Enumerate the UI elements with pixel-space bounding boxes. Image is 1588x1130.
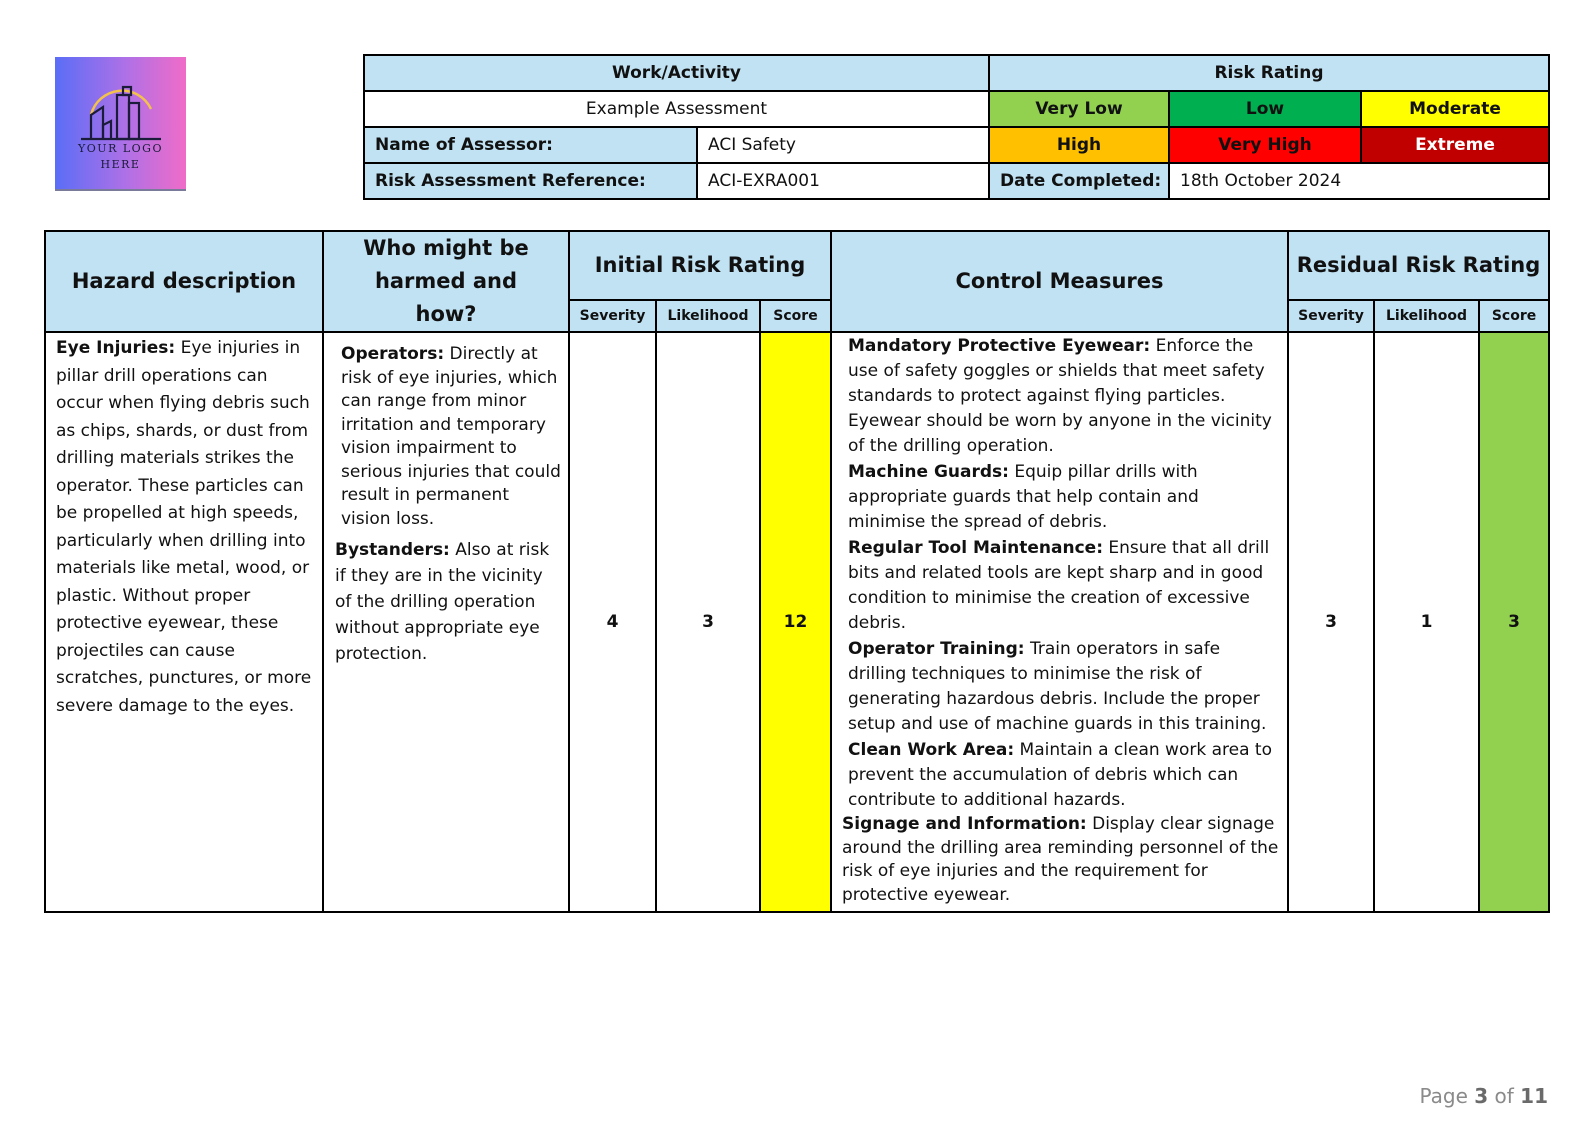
hazard-title: Eye Injuries: <box>56 338 176 358</box>
reference-value: ACI-EXRA001 <box>697 163 989 199</box>
work-activity-heading: Work/Activity <box>364 55 989 91</box>
risk-assessment-table <box>44 230 1550 913</box>
who-item: Bystanders: Also at risk if they are in the vicinity of the drilling operation without appropriate eye protection. <box>335 540 550 664</box>
control-measures-cell <box>831 332 1288 912</box>
logo-text: YOUR LOGO HERE <box>78 142 163 171</box>
date-completed-label: Date Completed: <box>989 163 1169 199</box>
initial-severity-header: Severity <box>569 300 656 332</box>
control-measures-header: Control Measures <box>831 231 1288 332</box>
building-logo-icon <box>77 75 165 145</box>
date-completed-value: 18th October 2024 <box>1169 163 1549 199</box>
table-row <box>45 332 1549 912</box>
residual-score-header: Score <box>1479 300 1549 332</box>
assessment-header-table <box>363 54 1550 200</box>
control-item: Machine Guards: Equip pillar drills with appropriate guards that help contain and minimise the spread of debris. <box>848 462 1199 532</box>
rating-very-low: Very Low <box>989 91 1169 127</box>
initial-risk-header: Initial Risk Rating <box>569 231 831 300</box>
rating-high: High <box>989 127 1169 163</box>
risk-rating-heading: Risk Rating <box>989 55 1549 91</box>
page-number: Page 3 of 11 <box>1419 1084 1548 1108</box>
residual-likelihood-value: 1 <box>1374 332 1479 912</box>
initial-score-value: 12 <box>760 332 831 912</box>
initial-severity-value: 4 <box>569 332 656 912</box>
residual-score-value: 3 <box>1479 332 1549 912</box>
hazard-description-header: Hazard description <box>45 231 323 332</box>
reference-label: Risk Assessment Reference: <box>364 163 697 199</box>
control-item: Regular Tool Maintenance: Ensure that all drill bits and related tools are kept sharp and in good condition to minimise the creation of excessive debris. <box>848 538 1270 633</box>
rating-low: Low <box>1169 91 1361 127</box>
who-item: Operators: Directly at risk of eye injuries, which can range from minor irritation and temporary vision impairment to serious injuries that could result in permanent vision loss. <box>341 344 561 529</box>
rating-moderate: Moderate <box>1361 91 1549 127</box>
hazard-description-cell <box>45 332 323 912</box>
initial-score-header: Score <box>760 300 831 332</box>
assessor-value: ACI Safety <box>697 127 989 163</box>
control-item: Mandatory Protective Eyewear: Enforce the use of safety goggles or shields that meet safety standards to protect against flying particles. Eyewear should be worn by anyone in the vicinity of the drilling operation. <box>848 336 1272 456</box>
assessor-label: Name of Assessor: <box>364 127 697 163</box>
initial-likelihood-header: Likelihood <box>656 300 760 332</box>
residual-risk-header: Residual Risk Rating <box>1288 231 1549 300</box>
residual-severity-header: Severity <box>1288 300 1374 332</box>
rating-very-high: Very High <box>1169 127 1361 163</box>
control-item: Signage and Information: Display clear signage around the drilling area reminding personnel of the risk of eye injuries and the requirement for protective eyewear. <box>842 814 1279 905</box>
control-item: Operator Training: Train operators in safe drilling techniques to minimise the risk of generating hazardous debris. Include the proper setup and use of machine guards in this training. <box>848 639 1267 734</box>
work-activity-value: Example Assessment <box>364 91 989 127</box>
residual-likelihood-header: Likelihood <box>1374 300 1479 332</box>
who-harmed-header: Who might be harmed and how? <box>323 231 569 332</box>
who-harmed-cell <box>323 332 569 912</box>
residual-severity-value: 3 <box>1288 332 1374 912</box>
company-logo-placeholder <box>55 57 186 191</box>
rating-extreme: Extreme <box>1361 127 1549 163</box>
hazard-text: Eye injuries in pillar drill operations can occur when flying debris such as chips, shards, or dust from drilling materials strikes the operator. These particles can be propelled at high speeds, particularly when drilling into materials like metal, wood, or plastic. Without proper protective eyewear, these projectiles can cause scratches, punctures, or more severe damage to the eyes. <box>56 338 312 716</box>
control-item: Clean Work Area: Maintain a clean work area to prevent the accumulation of debris which can contribute to additional hazards. <box>848 740 1272 810</box>
initial-likelihood-value: 3 <box>656 332 760 912</box>
